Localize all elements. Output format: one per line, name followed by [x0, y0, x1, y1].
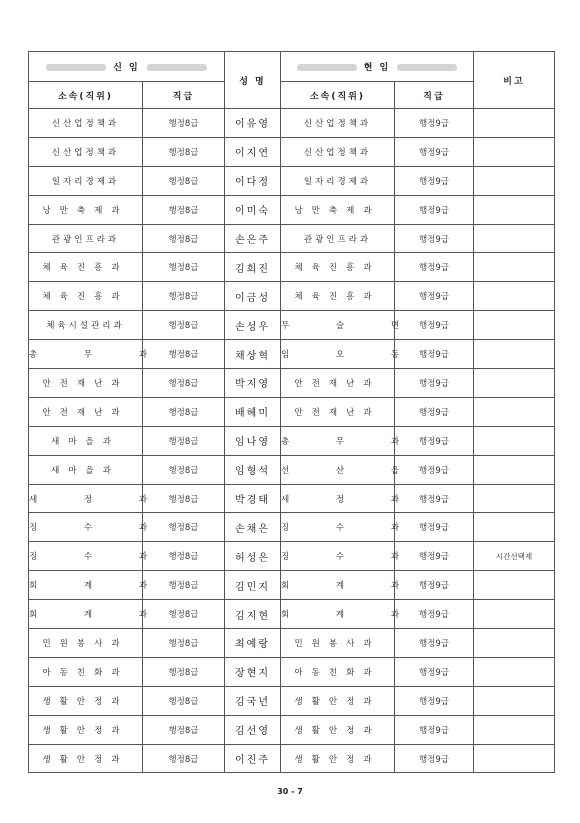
table-row — [29, 340, 555, 369]
note-cell — [474, 744, 555, 773]
new-grade-cell: 행정8급 — [143, 340, 225, 369]
cur-grade-cell: 행정9급 — [395, 137, 474, 166]
new-dept-cell: 체육진흥과 — [29, 253, 143, 282]
name-cell: 이진주 — [225, 744, 281, 773]
new-dept-cell: 일자리경제과 — [29, 166, 143, 195]
new-dept-cell: 징 수 과 — [29, 542, 143, 571]
name-cell: 박지영 — [225, 369, 281, 398]
new-grade-cell: 행정8급 — [143, 455, 225, 484]
name-cell: 이유영 — [225, 109, 281, 138]
name-cell: 이미숙 — [225, 195, 281, 224]
cur-grade-cell: 행정9급 — [395, 253, 474, 282]
table-row — [29, 426, 555, 455]
note-cell — [474, 629, 555, 658]
personnel-table — [28, 51, 555, 773]
new-grade-cell: 행정8급 — [143, 282, 225, 311]
new-dept-cell: 총 무 과 — [29, 340, 143, 369]
name-cell: 임형석 — [225, 455, 281, 484]
new-dept-cell: 안전재난과 — [29, 397, 143, 426]
new-dept-cell: 체육시설관리과 — [29, 311, 143, 340]
table-row — [29, 311, 555, 340]
cur-dept-cell: 회 계 과 — [281, 571, 395, 600]
note-cell — [474, 109, 555, 138]
cur-grade-cell: 행정9급 — [395, 340, 474, 369]
header-cur-grade: 직급 — [395, 82, 474, 109]
name-cell: 박경태 — [225, 484, 281, 513]
new-dept-cell: 징 수 과 — [29, 513, 143, 542]
new-grade-cell: 행정8급 — [143, 166, 225, 195]
note-cell — [474, 600, 555, 629]
cur-grade-cell: 행정9급 — [395, 657, 474, 686]
note-cell — [474, 311, 555, 340]
new-grade-cell: 행정8급 — [143, 600, 225, 629]
new-grade-cell: 행정8급 — [143, 137, 225, 166]
table-row — [29, 571, 555, 600]
new-dept-cell: 회 계 과 — [29, 600, 143, 629]
cur-grade-cell: 행정9급 — [395, 166, 474, 195]
cur-dept-cell: 선 산 읍 — [281, 455, 395, 484]
name-cell: 이다정 — [225, 166, 281, 195]
new-grade-cell: 행정8급 — [143, 657, 225, 686]
cur-dept-cell: 생활안정과 — [281, 686, 395, 715]
name-cell: 김지현 — [225, 600, 281, 629]
new-dept-cell: 신산업정책과 — [29, 137, 143, 166]
header-new-post-label: 신 임 — [113, 63, 140, 73]
new-dept-cell: 생활안정과 — [29, 715, 143, 744]
cur-dept-cell: 체육진흥과 — [281, 253, 395, 282]
table-row — [29, 629, 555, 658]
cur-grade-cell: 행정9급 — [395, 513, 474, 542]
header-note: 비고 — [474, 52, 555, 109]
name-cell: 허성은 — [225, 542, 281, 571]
new-grade-cell: 행정8급 — [143, 426, 225, 455]
cur-grade-cell: 행정9급 — [395, 542, 474, 571]
new-grade-cell: 행정8급 — [143, 484, 225, 513]
table-row — [29, 166, 555, 195]
cur-grade-cell: 행정9급 — [395, 600, 474, 629]
new-grade-cell: 행정8급 — [143, 513, 225, 542]
cur-grade-cell: 행정9급 — [395, 282, 474, 311]
new-dept-cell: 새마을과 — [29, 426, 143, 455]
cur-dept-cell: 임 오 동 — [281, 340, 395, 369]
note-cell — [474, 397, 555, 426]
new-grade-cell: 행정8급 — [143, 571, 225, 600]
cur-grade-cell: 행정9급 — [395, 311, 474, 340]
note-cell — [474, 137, 555, 166]
new-dept-cell: 생활안정과 — [29, 744, 143, 773]
new-grade-cell: 행정8급 — [143, 397, 225, 426]
header-new-affiliation: 소속(직위) — [29, 82, 143, 109]
cur-grade-cell: 행정9급 — [395, 744, 474, 773]
table-row — [29, 455, 555, 484]
cur-dept-cell: 체육진흥과 — [281, 282, 395, 311]
cur-dept-cell: 아동친화과 — [281, 657, 395, 686]
table-row — [29, 744, 555, 773]
new-dept-cell: 관광인프라과 — [29, 224, 143, 253]
name-cell: 김국년 — [225, 686, 281, 715]
cur-dept-cell: 신산업정책과 — [281, 137, 395, 166]
header-new-post — [29, 52, 225, 82]
cur-grade-cell: 행정9급 — [395, 455, 474, 484]
new-dept-cell: 안전재난과 — [29, 369, 143, 398]
note-cell — [474, 571, 555, 600]
header-cur-affiliation: 소속(직위) — [281, 82, 395, 109]
note-cell — [474, 484, 555, 513]
cur-grade-cell: 행정9급 — [395, 629, 474, 658]
name-cell: 이금성 — [225, 282, 281, 311]
new-dept-cell: 아동친화과 — [29, 657, 143, 686]
table-row — [29, 513, 555, 542]
table-row — [29, 686, 555, 715]
table-row — [29, 484, 555, 513]
name-cell: 김민지 — [225, 571, 281, 600]
table-row — [29, 224, 555, 253]
name-cell: 장현지 — [225, 657, 281, 686]
header-new-grade: 직급 — [143, 82, 225, 109]
name-cell: 배혜미 — [225, 397, 281, 426]
table-row — [29, 542, 555, 571]
note-cell — [474, 253, 555, 282]
cur-dept-cell: 무 슬 면 — [281, 311, 395, 340]
table-row — [29, 600, 555, 629]
new-dept-cell: 체육진흥과 — [29, 282, 143, 311]
cur-dept-cell: 징 수 과 — [281, 542, 395, 571]
table-body — [29, 109, 555, 773]
note-cell: 시간선택제 — [474, 542, 555, 571]
cur-grade-cell: 행정9급 — [395, 195, 474, 224]
note-cell — [474, 715, 555, 744]
cur-grade-cell: 행정9급 — [395, 686, 474, 715]
blurred-text — [147, 64, 207, 71]
note-cell — [474, 513, 555, 542]
name-cell: 최예랑 — [225, 629, 281, 658]
new-grade-cell: 행정8급 — [143, 542, 225, 571]
new-grade-cell: 행정8급 — [143, 311, 225, 340]
name-cell: 김희진 — [225, 253, 281, 282]
note-cell — [474, 195, 555, 224]
cur-grade-cell: 행정9급 — [395, 369, 474, 398]
table-row — [29, 715, 555, 744]
new-dept-cell: 세 정 과 — [29, 484, 143, 513]
table-row — [29, 282, 555, 311]
new-grade-cell: 행정8급 — [143, 686, 225, 715]
cur-dept-cell: 신산업정책과 — [281, 109, 395, 138]
name-cell: 손성우 — [225, 311, 281, 340]
header-current-post — [281, 52, 474, 82]
cur-dept-cell: 생활안정과 — [281, 744, 395, 773]
note-cell — [474, 166, 555, 195]
note-cell — [474, 340, 555, 369]
note-cell — [474, 224, 555, 253]
blurred-text — [297, 64, 357, 71]
new-dept-cell: 생활안정과 — [29, 686, 143, 715]
cur-dept-cell: 일자리경제과 — [281, 166, 395, 195]
cur-grade-cell: 행정9급 — [395, 426, 474, 455]
new-grade-cell: 행정8급 — [143, 715, 225, 744]
name-cell: 채상혁 — [225, 340, 281, 369]
header-name: 성 명 — [225, 52, 281, 109]
cur-grade-cell: 행정9급 — [395, 715, 474, 744]
blurred-text — [46, 64, 106, 71]
name-cell: 임나영 — [225, 426, 281, 455]
table-row — [29, 397, 555, 426]
note-cell — [474, 369, 555, 398]
table-row — [29, 109, 555, 138]
cur-grade-cell: 행정9급 — [395, 224, 474, 253]
cur-grade-cell: 행정9급 — [395, 397, 474, 426]
page-number: 30 - 7 — [277, 787, 303, 796]
cur-grade-cell: 행정9급 — [395, 484, 474, 513]
cur-dept-cell: 징 수 과 — [281, 513, 395, 542]
cur-dept-cell: 안전재난과 — [281, 397, 395, 426]
cur-grade-cell: 행정9급 — [395, 571, 474, 600]
new-grade-cell: 행정8급 — [143, 369, 225, 398]
name-cell: 김선영 — [225, 715, 281, 744]
new-dept-cell: 새마을과 — [29, 455, 143, 484]
new-dept-cell: 회 계 과 — [29, 571, 143, 600]
note-cell — [474, 455, 555, 484]
cur-dept-cell: 세 정 과 — [281, 484, 395, 513]
cur-dept-cell: 민원봉사과 — [281, 629, 395, 658]
name-cell: 손채은 — [225, 513, 281, 542]
header-current-post-label: 현 임 — [363, 63, 391, 73]
cur-grade-cell: 행정9급 — [395, 109, 474, 138]
cur-dept-cell: 안전재난과 — [281, 369, 395, 398]
blurred-text — [397, 64, 457, 71]
cur-dept-cell: 낭만축제과 — [281, 195, 395, 224]
new-grade-cell: 행정8급 — [143, 109, 225, 138]
name-cell: 이지연 — [225, 137, 281, 166]
note-cell — [474, 686, 555, 715]
new-dept-cell: 민원봉사과 — [29, 629, 143, 658]
new-grade-cell: 행정8급 — [143, 253, 225, 282]
table-row — [29, 657, 555, 686]
note-cell — [474, 426, 555, 455]
table-row — [29, 195, 555, 224]
table-row — [29, 137, 555, 166]
name-cell: 손은주 — [225, 224, 281, 253]
cur-dept-cell: 회 계 과 — [281, 600, 395, 629]
new-grade-cell: 행정8급 — [143, 744, 225, 773]
cur-dept-cell: 총 무 과 — [281, 426, 395, 455]
new-dept-cell: 낭만축제과 — [29, 195, 143, 224]
cur-dept-cell: 관광인프라과 — [281, 224, 395, 253]
note-cell — [474, 657, 555, 686]
table-row — [29, 253, 555, 282]
new-grade-cell: 행정8급 — [143, 224, 225, 253]
note-cell — [474, 282, 555, 311]
table-row — [29, 369, 555, 398]
new-dept-cell: 신산업정책과 — [29, 109, 143, 138]
cur-dept-cell: 생활안정과 — [281, 715, 395, 744]
new-grade-cell: 행정8급 — [143, 195, 225, 224]
new-grade-cell: 행정8급 — [143, 629, 225, 658]
